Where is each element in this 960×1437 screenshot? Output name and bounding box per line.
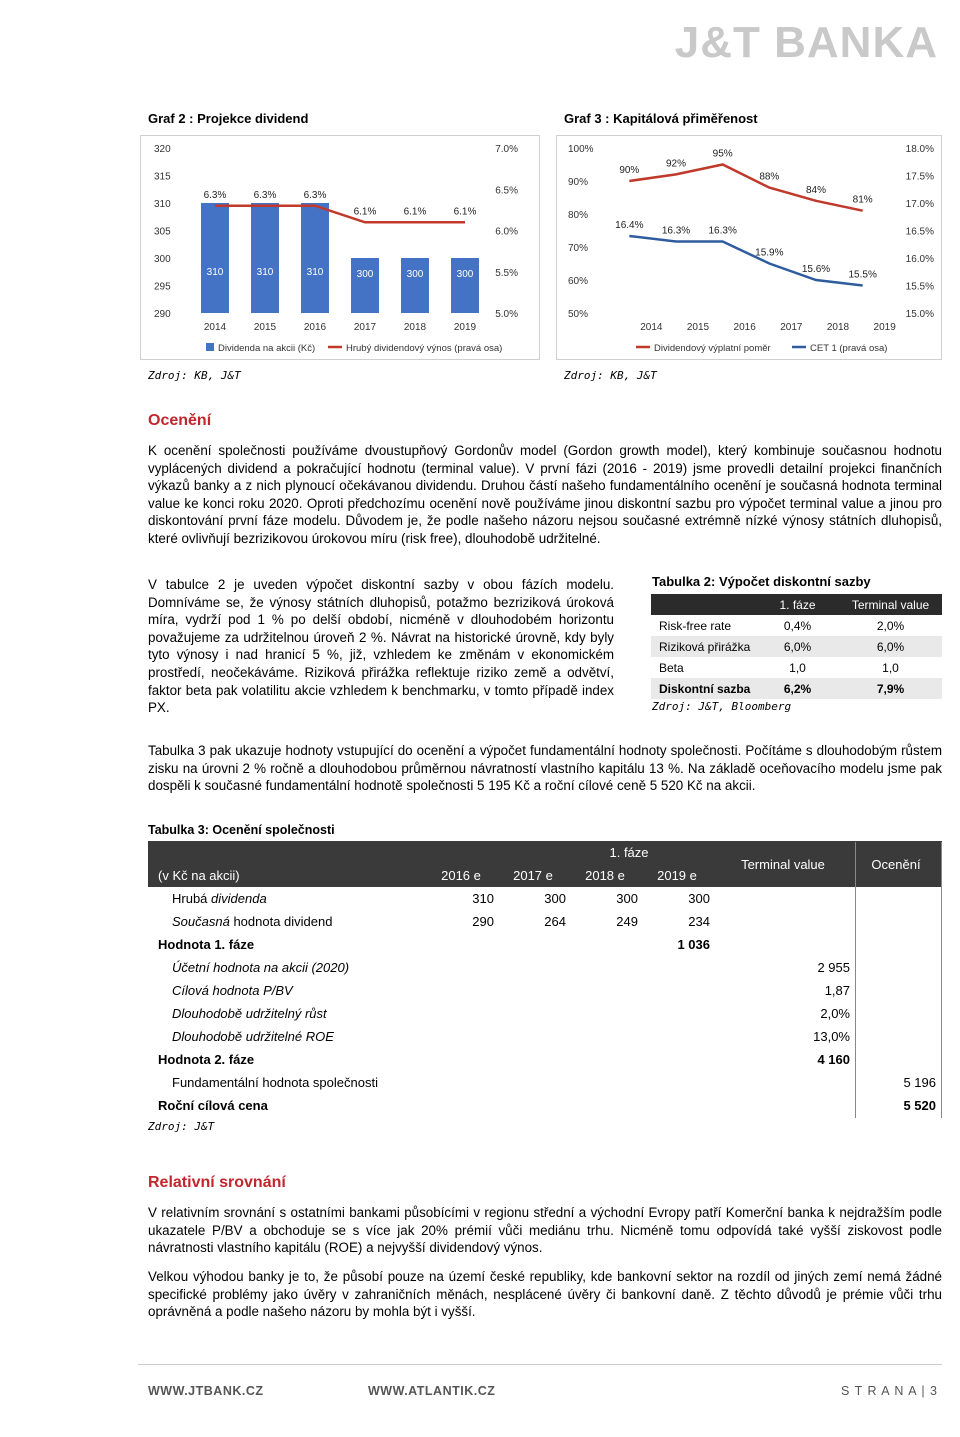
table3-cell: 290 [472, 914, 494, 929]
y2-tick-label: 18.0% [905, 144, 934, 155]
y-tick-label: 100% [568, 144, 594, 155]
y-tick-label: 70% [568, 243, 589, 254]
table3-label: Roční cílová cena [158, 1098, 268, 1113]
cet1-data-label: 16.4% [615, 220, 644, 231]
table2-cell: Riziková přirážka [651, 636, 756, 657]
payout-data-label: 92% [665, 158, 687, 170]
table-row [651, 615, 942, 636]
bar-data-label: 310 [206, 267, 224, 278]
table3-cell [428, 933, 500, 956]
valuation-paragraph-3: Tabulka 3 pak ukazuje hodnoty vstupující do ocenění a výpočet fundamentální hodnoty společnosti. Počítáme s dlouhodobým růstem zisku na úrovni 2 % ročně a dlouhodobou průměrnou návratností vlastního kapitálu 13 %. Na základě oceňovacího modelu jsme pak dospěli k současné fundamentální hodnotě společnosti 5 195 Kč a roční cílové ceně 5 520 Kč na akcii. [148, 743, 942, 794]
bar [351, 258, 379, 313]
table-row [148, 1025, 942, 1048]
footer-page-number: S T R A N A | 3 [840, 1384, 938, 1398]
bar [201, 203, 229, 313]
x-tick-label: 2019 [453, 322, 477, 333]
y2-tick-label: 16.0% [905, 254, 934, 265]
y2-tick-label: 16.5% [905, 226, 934, 238]
payout-data-label: 81% [852, 194, 873, 206]
y-tick-label: 80% [568, 210, 589, 221]
y2-tick-label: 5.5% [495, 267, 518, 279]
y-tick-label: 50% [568, 309, 589, 320]
chart3-source: Zdroj: KB, J&T [564, 369, 657, 382]
table-row [148, 1048, 942, 1071]
table3-cell [500, 933, 572, 956]
table3-cell: 310 [472, 891, 494, 906]
table-row [651, 678, 942, 699]
table3-label: Dlouhodobě udržitelný růst [172, 1006, 327, 1021]
table-row [148, 979, 942, 1002]
x-tick-label: 2014 [640, 322, 663, 333]
table3-label: Hodnota 2. fáze [158, 1052, 255, 1067]
relative-heading: Relativní srovnání [148, 1174, 286, 1191]
y-tick-label: 300 [154, 254, 171, 265]
table3-cell: 264 [544, 914, 566, 929]
table3-cell: 4 160 [817, 1052, 850, 1067]
bar [301, 203, 329, 313]
footer-link-jtbank[interactable]: WWW.JTBANK.CZ [148, 1384, 264, 1398]
table3-label: Účetní hodnota na akcii (2020) [172, 960, 350, 975]
x-tick-label: 2017 [353, 322, 377, 333]
y2-tick-label: 17.5% [905, 171, 934, 183]
bar-data-label: 300 [356, 269, 374, 280]
y-tick-label: 60% [568, 276, 589, 287]
table2-cell: 1,0 [789, 660, 806, 675]
line-data-label: 6.3% [203, 189, 227, 201]
chart2-dividend-projection [140, 135, 540, 360]
table-row [148, 956, 942, 979]
table-row [148, 1071, 942, 1094]
table2-cell: Risk-free rate [659, 618, 732, 633]
line-data-label: 6.1% [403, 206, 427, 218]
x-tick-label: 2018 [403, 322, 427, 333]
table3-cell [716, 887, 856, 910]
x-tick-label: 2015 [686, 322, 710, 333]
bar-data-label: 300 [456, 269, 474, 280]
legend-label: Dividendový výplatní poměr [654, 343, 771, 354]
table3-label: Hodnota 1. fáze [158, 937, 255, 952]
cet1-data-label: 15.9% [755, 247, 784, 259]
table3-cell [856, 910, 942, 933]
table3-year: 2017 e [500, 864, 572, 887]
table2-title: Tabulka 2: Výpočet diskontní sazby [652, 574, 871, 589]
table3-valuation [148, 841, 942, 1117]
y2-tick-label: 15.5% [905, 281, 934, 293]
cet1-data-label: 16.3% [708, 225, 737, 237]
table2-cell: Beta [659, 660, 684, 675]
y2-tick-label: 5.0% [495, 309, 518, 320]
table3-cell: 5 196 [903, 1075, 936, 1090]
valuation-paragraph-1: K ocenění společnosti používáme dvoustupňový Gordonův model (Gordon growth model), který kombinuje současnou hodnotu vyplácených dividend a pokračující hodnotu (terminal value). V první fázi (2016 - 2019) jsme provedli detailní projekci finančních výkazů banky a z nich plynoucí očekávanou dividendu. Druhou částí našeho fundamentálního ocenění je současná hodnota terminal value ke konci roku 2020. Oproti předchozímu ocenění nově používáme jinou diskontní sazbu pro výpočet terminal value a jinou pro diskontování první fáze modelu. Důvodem je, že podle našeho názoru nejsou současné extrémně nízké výnosy státních dluhopisů, které ovlivňují bezrizikovou úrokovou míru (risk free), dlouhodobě udržitelné. [148, 443, 942, 546]
y2-tick-label: 6.0% [495, 226, 518, 238]
y-tick-label: 295 [154, 281, 171, 293]
line-data-label: 6.3% [253, 189, 277, 201]
table3-cell [856, 1002, 942, 1025]
x-tick-label: 2016 [733, 322, 756, 333]
table-row [148, 1094, 942, 1117]
table2-cell: 7,9% [839, 678, 942, 699]
table3-year: 2018 e [572, 864, 644, 887]
chart3-capital-adequacy [556, 135, 942, 360]
table3-unit-label: (v Kč na akcii) [148, 864, 428, 887]
table3-cell: 234 [688, 914, 710, 929]
table3-cell: 249 [616, 914, 638, 929]
y-tick-label: 290 [154, 309, 171, 320]
bar [251, 203, 279, 313]
table3-cell [572, 933, 644, 956]
y2-tick-label: 6.5% [495, 185, 518, 197]
y-tick-label: 320 [154, 144, 171, 155]
table2-header-terminal: Terminal value [839, 594, 942, 615]
payout-data-label: 95% [712, 148, 733, 160]
footer-link-atlantik[interactable]: WWW.ATLANTIK.CZ [368, 1384, 496, 1398]
table3-cell [856, 1025, 942, 1048]
valuation-heading: Ocenění [148, 412, 212, 429]
bar-data-label: 300 [406, 269, 424, 280]
table2-cell: 0,4% [783, 618, 812, 633]
x-tick-label: 2016 [303, 322, 327, 333]
x-tick-label: 2018 [826, 322, 850, 333]
payout-data-label: 90% [619, 165, 640, 176]
table2-cell: 6,0% [839, 636, 942, 657]
y2-tick-label: 17.0% [905, 199, 934, 210]
bar [401, 258, 429, 313]
x-tick-label: 2017 [780, 322, 803, 333]
table2-cell: Diskontní sazba [651, 678, 756, 699]
table3-cell [856, 956, 942, 979]
table3-cell [856, 979, 942, 1002]
table-row [148, 933, 942, 956]
cet1-data-label: 15.5% [848, 269, 877, 281]
table-row [651, 636, 942, 657]
cet1-data-label: 16.3% [661, 225, 691, 237]
table3-label: Současná hodnota dividend [172, 914, 333, 929]
table3-cell: 300 [616, 891, 638, 906]
table3-cell: 300 [544, 891, 566, 906]
legend-label: Dividenda na akcii (Kč) [218, 343, 316, 354]
table-row [148, 887, 942, 910]
bar-data-label: 310 [256, 267, 274, 278]
table2-cell: 6,2% [756, 678, 839, 699]
legend-label: Hrubý dividendový výnos (pravá osa) [346, 343, 503, 354]
table3-cell: 13,0% [813, 1029, 850, 1044]
table3-cell [856, 887, 942, 910]
line-data-label: 6.3% [303, 189, 327, 201]
bank-logo: J&T BANKA [674, 18, 938, 67]
y-tick-label: 305 [154, 226, 171, 238]
x-tick-label: 2019 [873, 322, 896, 333]
table3-cell: 1,87 [824, 983, 850, 998]
table3-year: 2019 e [644, 864, 716, 887]
y2-tick-label: 7.0% [495, 144, 518, 155]
table2-cell: 6,0% [756, 636, 839, 657]
table3-cell: 2 955 [817, 960, 850, 975]
table-row [148, 910, 942, 933]
payout-data-label: 88% [759, 171, 780, 183]
table3-label: Dlouhodobě udržitelné ROE [172, 1029, 334, 1044]
y-tick-label: 315 [154, 171, 171, 183]
table2-cell: 1,0 [882, 660, 899, 675]
table3-cell: 5 520 [903, 1098, 936, 1113]
bar [451, 258, 479, 313]
legend-swatch-bar [206, 343, 214, 351]
table3-label: Fundamentální hodnota společnosti [172, 1075, 378, 1090]
line-data-label: 6.1% [453, 206, 477, 218]
y-tick-label: 90% [568, 177, 589, 188]
table-row [148, 1002, 942, 1025]
relative-paragraph-2: Velkou výhodou banky je to, že působí pouze na území české republiky, kde bankovní sektor na rozdíl od jiných zemí nemá žádné specifické problémy jako úvěry v zahraničních měnách, nesplácené úvěry či bankovní daně. Z těchto důvodů je prémie vůči trhu oprávněná a podle našeho názoru by mohla být i vyšší. [148, 1269, 942, 1320]
table2-header-blank [651, 594, 756, 615]
payout-data-label: 84% [805, 184, 827, 196]
table3-corner [148, 841, 428, 864]
y-tick-label: 310 [154, 199, 171, 210]
table3-cell [716, 933, 856, 956]
valuation-paragraph-2: V tabulce 2 je uveden výpočet diskontní sazby v obou fázích modelu. Domníváme se, že výnosy státních dluhopisů, potažmo bezriziková úroková míra, vydrží pod 1 % po delší období, nicméně v dlouhodobém horizontu považujeme za udržitelnou úroveň 2 %. Návrat na historické úrovně, kdy byly tyto výnosy i nad hranicí 5 %, již, vzhledem ke změnám v ekonomickém prostředí, neočekáváme. Riziková přirážka reflektuje riziko země a odvětví, faktor beta pak volatilitu akcie vzhledem k benchmarku, v tomto případě index PX. [148, 577, 614, 716]
footer-divider [138, 1364, 942, 1365]
table3-terminal-header: Terminal value [716, 841, 856, 887]
x-tick-label: 2015 [253, 322, 277, 333]
table3-source: Zdroj: J&T [148, 1120, 215, 1133]
chart2-source: Zdroj: KB, J&T [148, 369, 241, 382]
table3-cell [716, 910, 856, 933]
table3-cell: 1 036 [677, 937, 710, 952]
table2-header-phase1: 1. fáze [756, 594, 839, 615]
table3-phase-header: 1. fáze [428, 841, 716, 864]
table3-cell: 2,0% [820, 1006, 850, 1021]
table2-discount-rate [651, 594, 942, 699]
bar-data-label: 310 [306, 267, 324, 278]
table3-label: Cílová hodnota P/BV [172, 983, 293, 998]
table3-valuation-header: Ocenění [856, 841, 942, 887]
table3-title: Tabulka 3: Ocenění společnosti [148, 823, 335, 837]
chart2-title: Graf 2 : Projekce dividend [148, 111, 309, 126]
x-tick-label: 2014 [203, 322, 227, 333]
table3-cell [856, 933, 942, 956]
table3-cell: 300 [688, 891, 710, 906]
table3-year: 2016 e [428, 864, 500, 887]
y2-tick-label: 15.0% [905, 309, 934, 320]
cet1-data-label: 15.6% [801, 264, 831, 275]
table2-cell: 2,0% [876, 618, 905, 633]
chart3-title: Graf 3 : Kapitálová přiměřenost [564, 111, 758, 126]
line-data-label: 6.1% [353, 206, 377, 218]
relative-paragraph-1: V relativním srovnání s ostatními bankami působícími v regionu střední a východní Evropy patří Komerční banka k nejdražším podle ukazatele P/BV a obchoduje se s více jak 20% prémií vůči mediánu trhu. Nicméně tomu odpovídá také vyšší ziskovost podle návratnosti vlastního kapitálu (ROE) a nejvyšší dividendový výnos. [148, 1205, 942, 1256]
table-row [651, 657, 942, 678]
table3-label: Hrubá dividenda [172, 891, 267, 906]
legend-label: CET 1 (pravá osa) [810, 343, 888, 354]
table3-cell [856, 1048, 942, 1071]
table2-source: Zdroj: J&T, Bloomberg [652, 700, 792, 713]
